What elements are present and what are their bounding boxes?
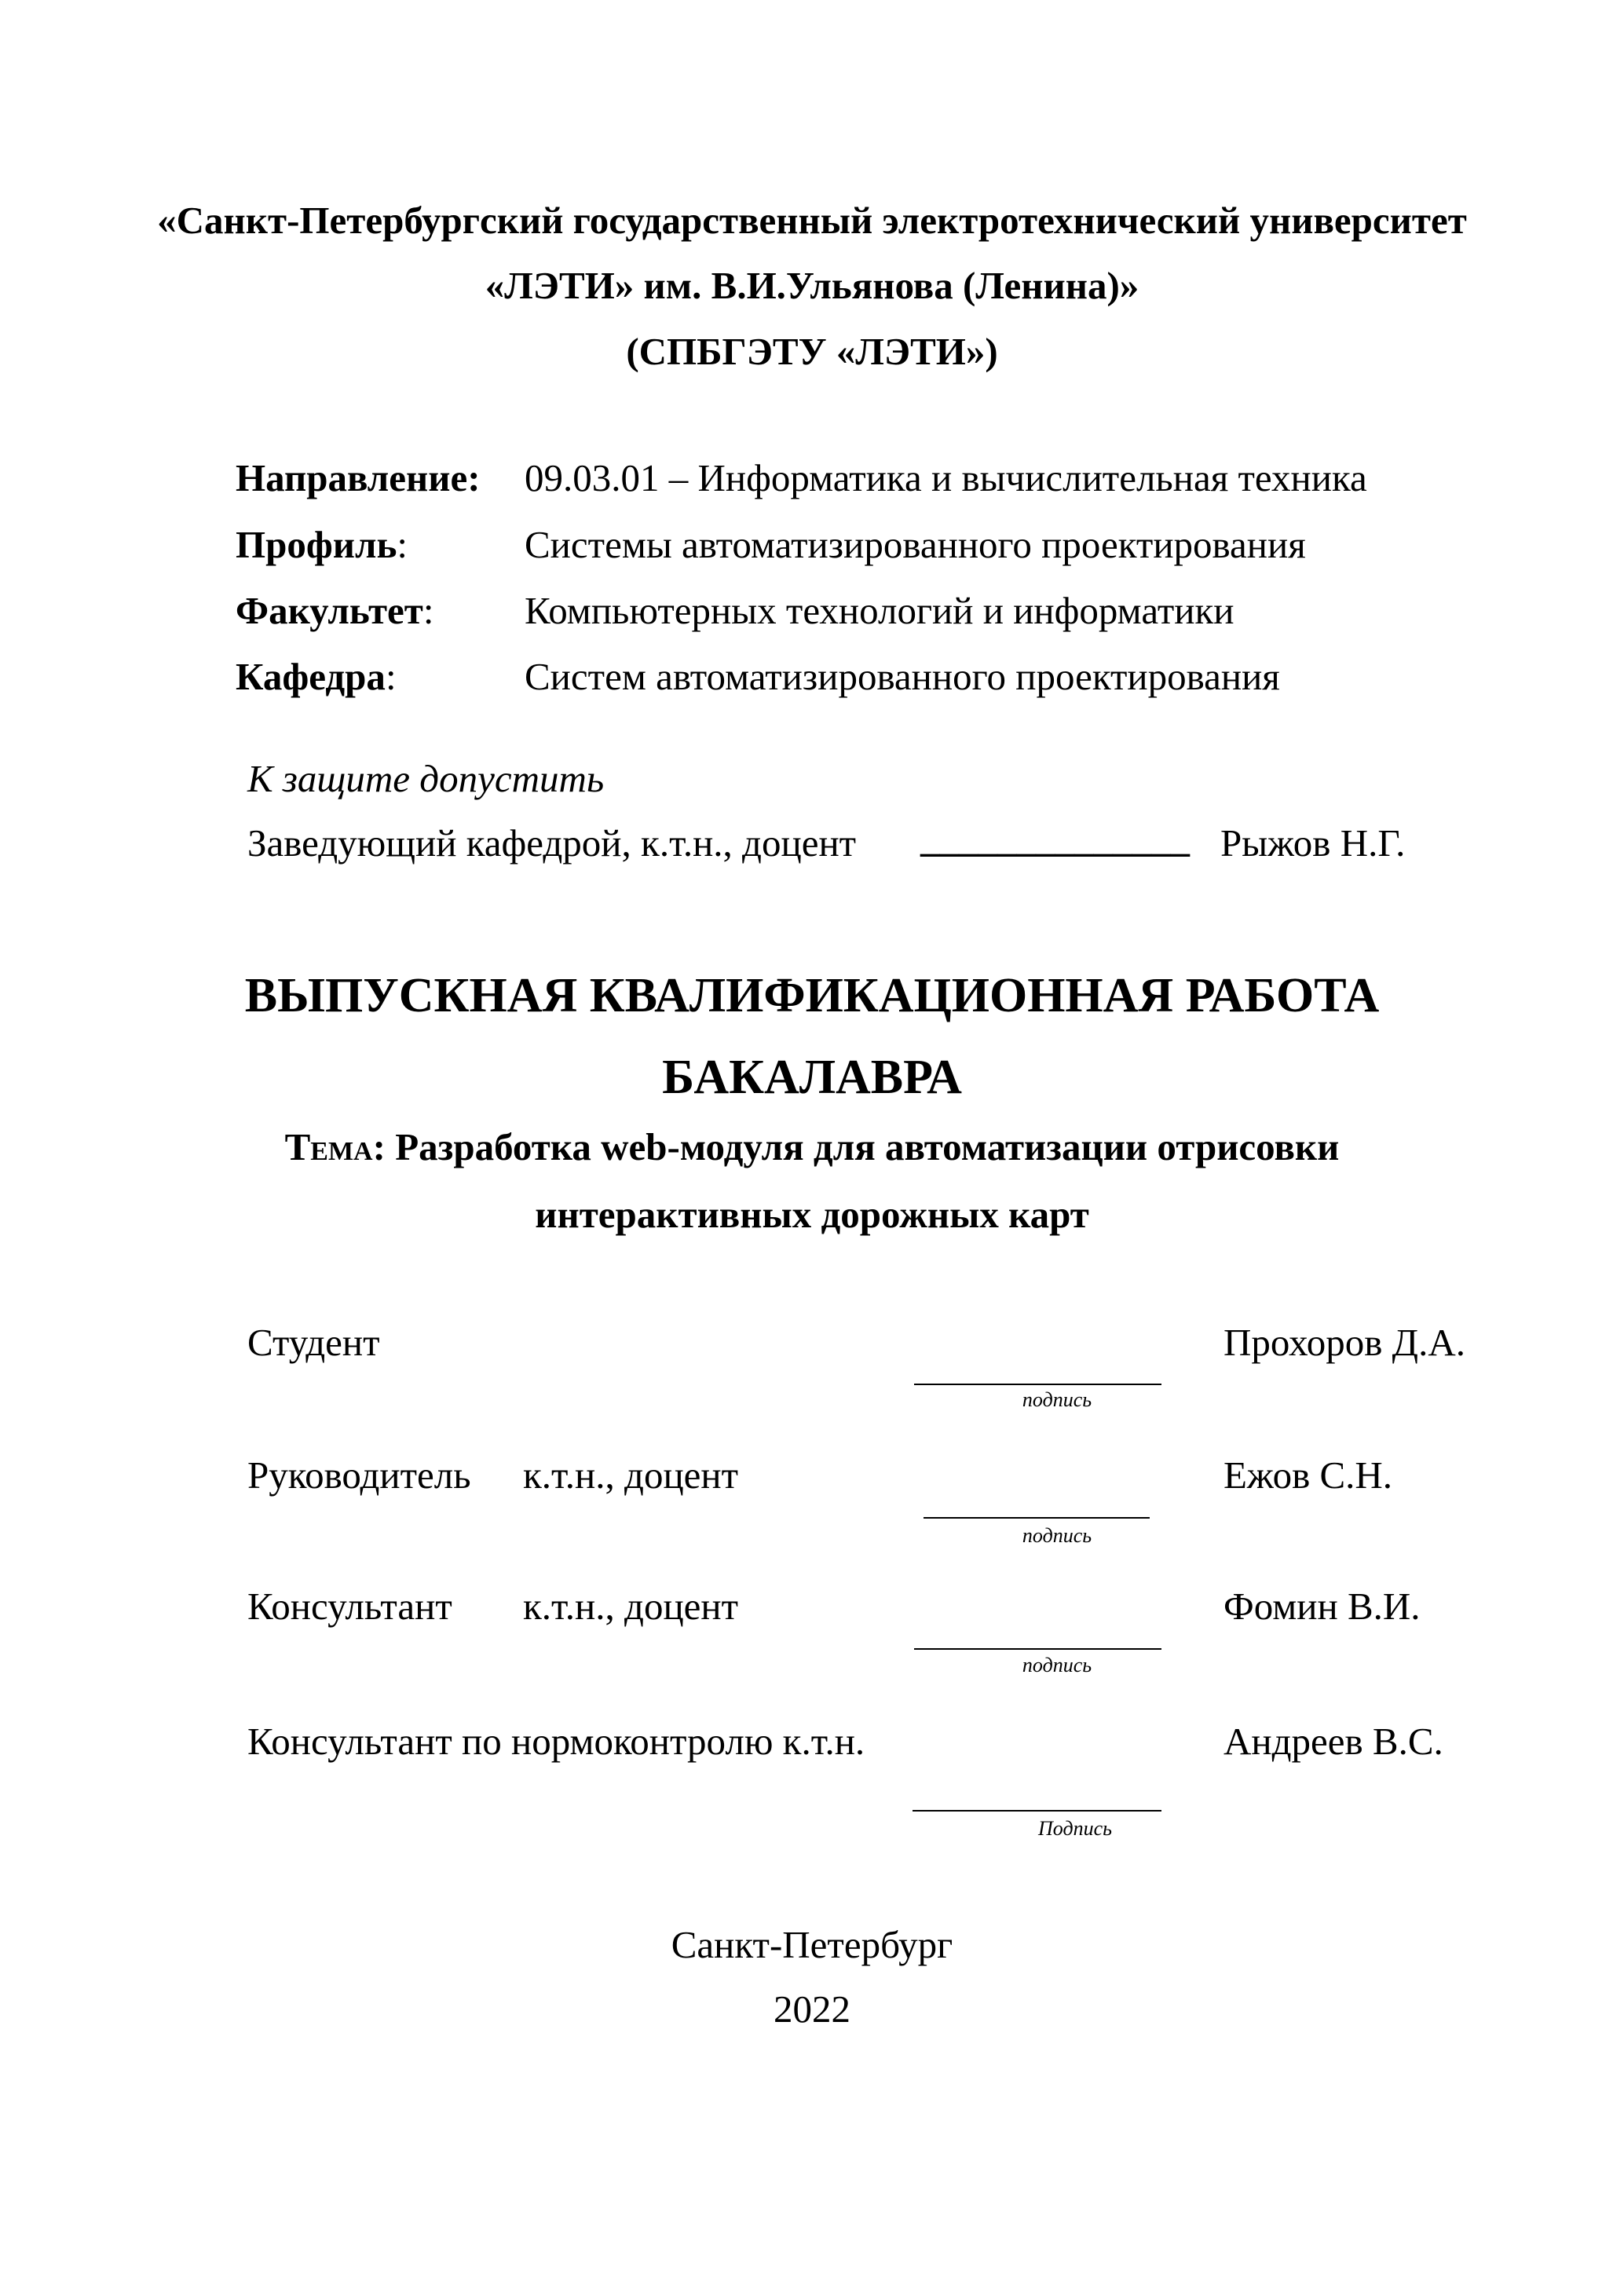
student-role: Студент [247,1321,380,1364]
head-of-department-name: Рыжов Н.Г. [1220,821,1406,865]
normcontrol-signature-caption: Подпись [1038,1817,1112,1840]
consultant-name: Фомин В.И. [1223,1585,1421,1628]
topic-line2: интерактивных дорожных карт [535,1193,1089,1236]
supervisor-role: Руководитель [247,1453,471,1497]
normcontrol-signature-line [913,1810,1161,1812]
supervisor-name: Ежов С.Н. [1223,1453,1393,1497]
consultant-signature-caption: подпись [1022,1654,1092,1676]
department-value: Систем автоматизированного проектирования [525,655,1280,698]
normcontrol-role: Консультант по нормоконтролю к.т.н. [247,1720,865,1763]
consultant-signature-line [914,1648,1161,1650]
city: Санкт-Петербург [671,1923,953,1966]
profile-label: Профиль: [236,523,408,566]
title-line2: БАКАЛАВРА [662,1051,962,1104]
head-of-department-role: Заведующий кафедрой, к.т.н., доцент [247,821,857,865]
student-signature-line [914,1384,1161,1385]
university-abbr: (СПБГЭТУ «ЛЭТИ») [626,330,998,373]
admission-heading: К защите допустить [247,757,605,800]
student-signature-caption: подпись [1022,1388,1092,1411]
direction-label: Направление: [236,456,481,499]
university-name-line1: «Санкт-Петербургский государственный электротехнический университет [157,199,1467,242]
student-name: Прохоров Д.А. [1223,1321,1465,1364]
university-name-line2: «ЛЭТИ» им. В.И.Ульянова (Ленина)» [485,264,1139,307]
profile-value: Системы автоматизированного проектирования [525,523,1306,566]
consultant-role: Консультант [247,1585,452,1628]
faculty-label: Факультет: [236,589,434,632]
direction-value: 09.03.01 – Информатика и вычислительная техника [525,456,1367,499]
title-line1: ВЫПУСКНАЯ КВАЛИФИКАЦИОННАЯ РАБОТА [244,969,1380,1022]
supervisor-signature-line [924,1517,1150,1519]
supervisor-signature-caption: подпись [1022,1524,1092,1547]
topic-line1: Тема: Разработка web-модуля для автоматизации отрисовки [284,1125,1340,1168]
year: 2022 [774,1987,850,2031]
department-label: Кафедра: [236,655,397,698]
normcontrol-name: Андреев В.С. [1223,1720,1443,1763]
consultant-degree: к.т.н., доцент [523,1585,739,1628]
faculty-value: Компьютерных технологий и информатики [525,589,1234,632]
head-signature-line: ______________ [920,817,1190,860]
supervisor-degree: к.т.н., доцент [523,1453,739,1497]
